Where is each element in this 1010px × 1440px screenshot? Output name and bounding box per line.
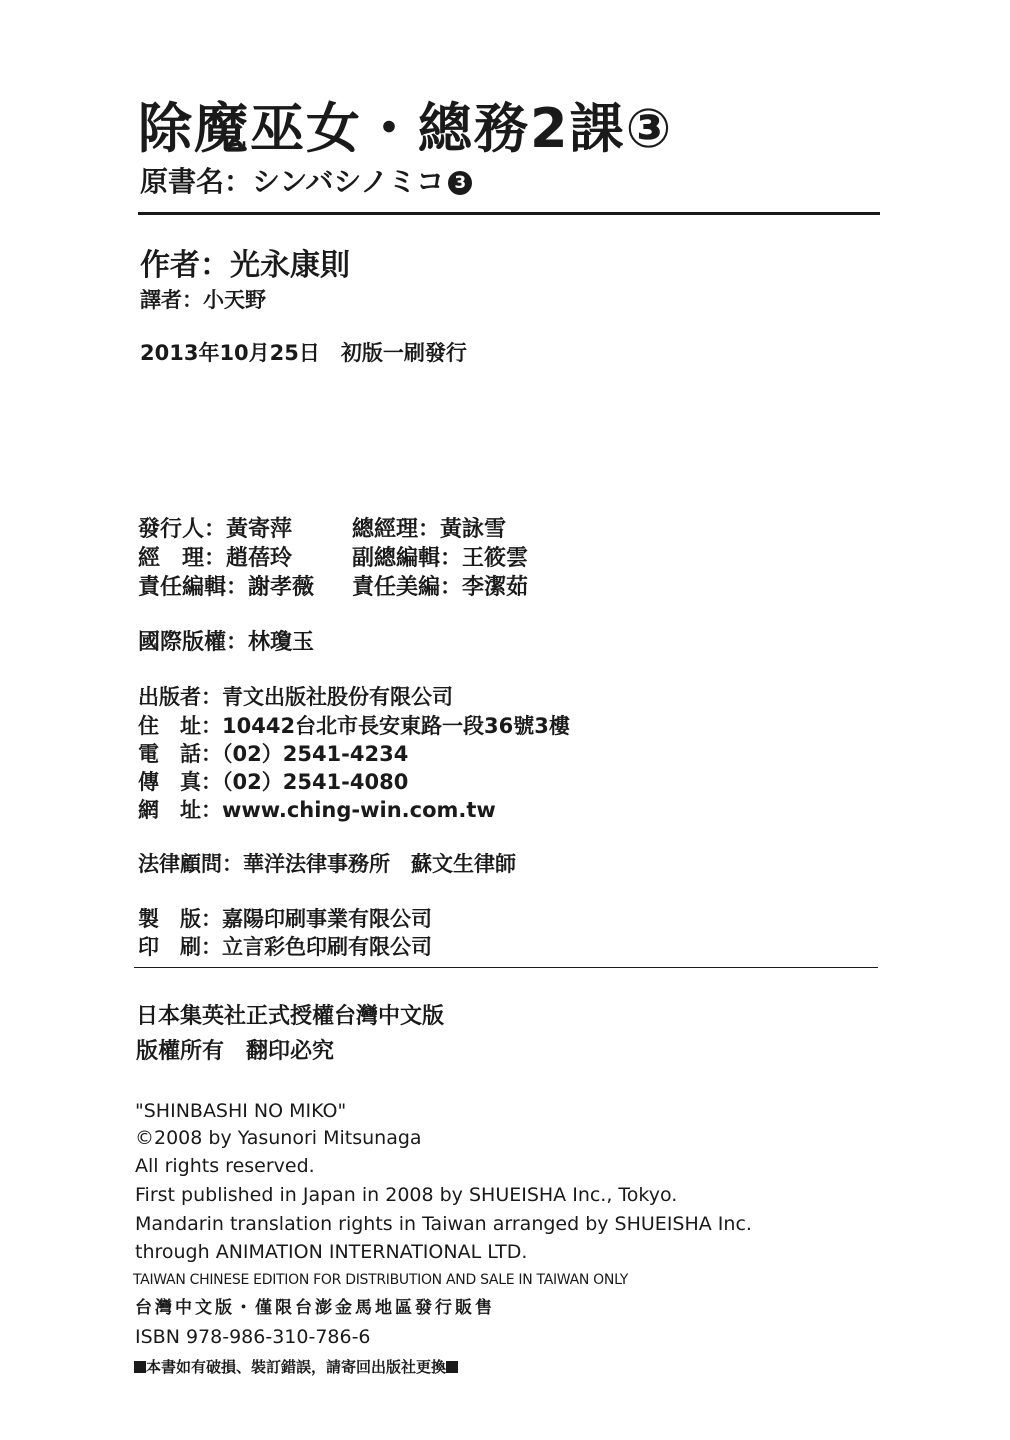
square-bullet-icon	[134, 1361, 146, 1373]
printing: 印 刷：立言彩色印刷有限公司	[138, 935, 432, 959]
staff-manager: 經 理：趙蓓玲	[138, 546, 293, 571]
original-title-label: 原書名：	[140, 165, 253, 198]
en-through: through ANIMATION INTERNATIONAL LTD.	[135, 1241, 528, 1263]
en-copyright: ©2008 by Yasunori Mitsunaga	[135, 1127, 422, 1149]
authorization-line: 日本集英社正式授權台灣中文版	[136, 1003, 445, 1029]
distribution-cn: 台灣中文版・僅限台澎金馬地區發行販售	[135, 1298, 495, 1318]
square-bullet-icon	[446, 1361, 458, 1373]
en-rights: All rights reserved.	[135, 1155, 315, 1177]
legal-advisor: 法律顧問：華洋法律事務所 蘇文生律師	[138, 852, 516, 876]
publisher-phone: 電 話：（02）2541-4234	[138, 742, 409, 766]
staff-publisher: 發行人：黃寄萍	[138, 517, 293, 542]
volume-badge: 3	[448, 171, 472, 195]
top-divider	[138, 212, 880, 215]
copyright-line: 版權所有 翻印必究	[136, 1038, 335, 1064]
book-title: 除魔巫女・總務2課③	[138, 97, 674, 160]
distribution-en: TAIWAN CHINESE EDITION FOR DISTRIBUTION AND SALE IN TAIWAN ONLY	[133, 1272, 628, 1288]
publisher-website: 網 址：www.ching-win.com.tw	[138, 798, 496, 822]
author-line: 作者：光永康則	[140, 248, 350, 283]
intl-rights: 國際版權：林瓊玉	[138, 630, 315, 655]
damage-notice-text: 本書如有破損、裝訂錯誤，請寄回出版社更換	[146, 1358, 447, 1376]
original-title	[140, 160, 472, 200]
original-title-value: シンバシノミコ	[252, 165, 445, 198]
publisher-name: 出版者：青文出版社股份有限公司	[138, 685, 453, 709]
en-translation-rights: Mandarin translation rights in Taiwan arranged by SHUEISHA Inc.	[135, 1213, 752, 1235]
publisher-fax: 傳 真：（02）2541-4080	[138, 770, 409, 794]
translator-line: 譯者：小天野	[140, 288, 266, 312]
plate-making: 製 版：嘉陽印刷事業有限公司	[138, 907, 432, 931]
en-title: "SHINBASHI NO MIKO"	[135, 1100, 347, 1122]
damage-notice	[134, 1356, 458, 1377]
publish-date: 2013年10月25日 初版一刷發行	[140, 341, 467, 365]
staff-deputy-editor: 副總編輯：王筱雲	[352, 546, 529, 571]
staff-art-editor: 責任美編：李潔茹	[352, 575, 529, 600]
publisher-address: 住 址：10442台北市長安東路一段36號3樓	[138, 714, 570, 738]
isbn: ISBN 978-986-310-786-6	[135, 1326, 371, 1348]
staff-editor: 責任編輯：謝孝薇	[138, 575, 315, 600]
en-first-published: First published in Japan in 2008 by SHUEISHA Inc., Tokyo.	[135, 1184, 678, 1206]
bottom-divider	[134, 967, 878, 968]
staff-general-manager: 總經理：黃詠雪	[352, 517, 507, 542]
